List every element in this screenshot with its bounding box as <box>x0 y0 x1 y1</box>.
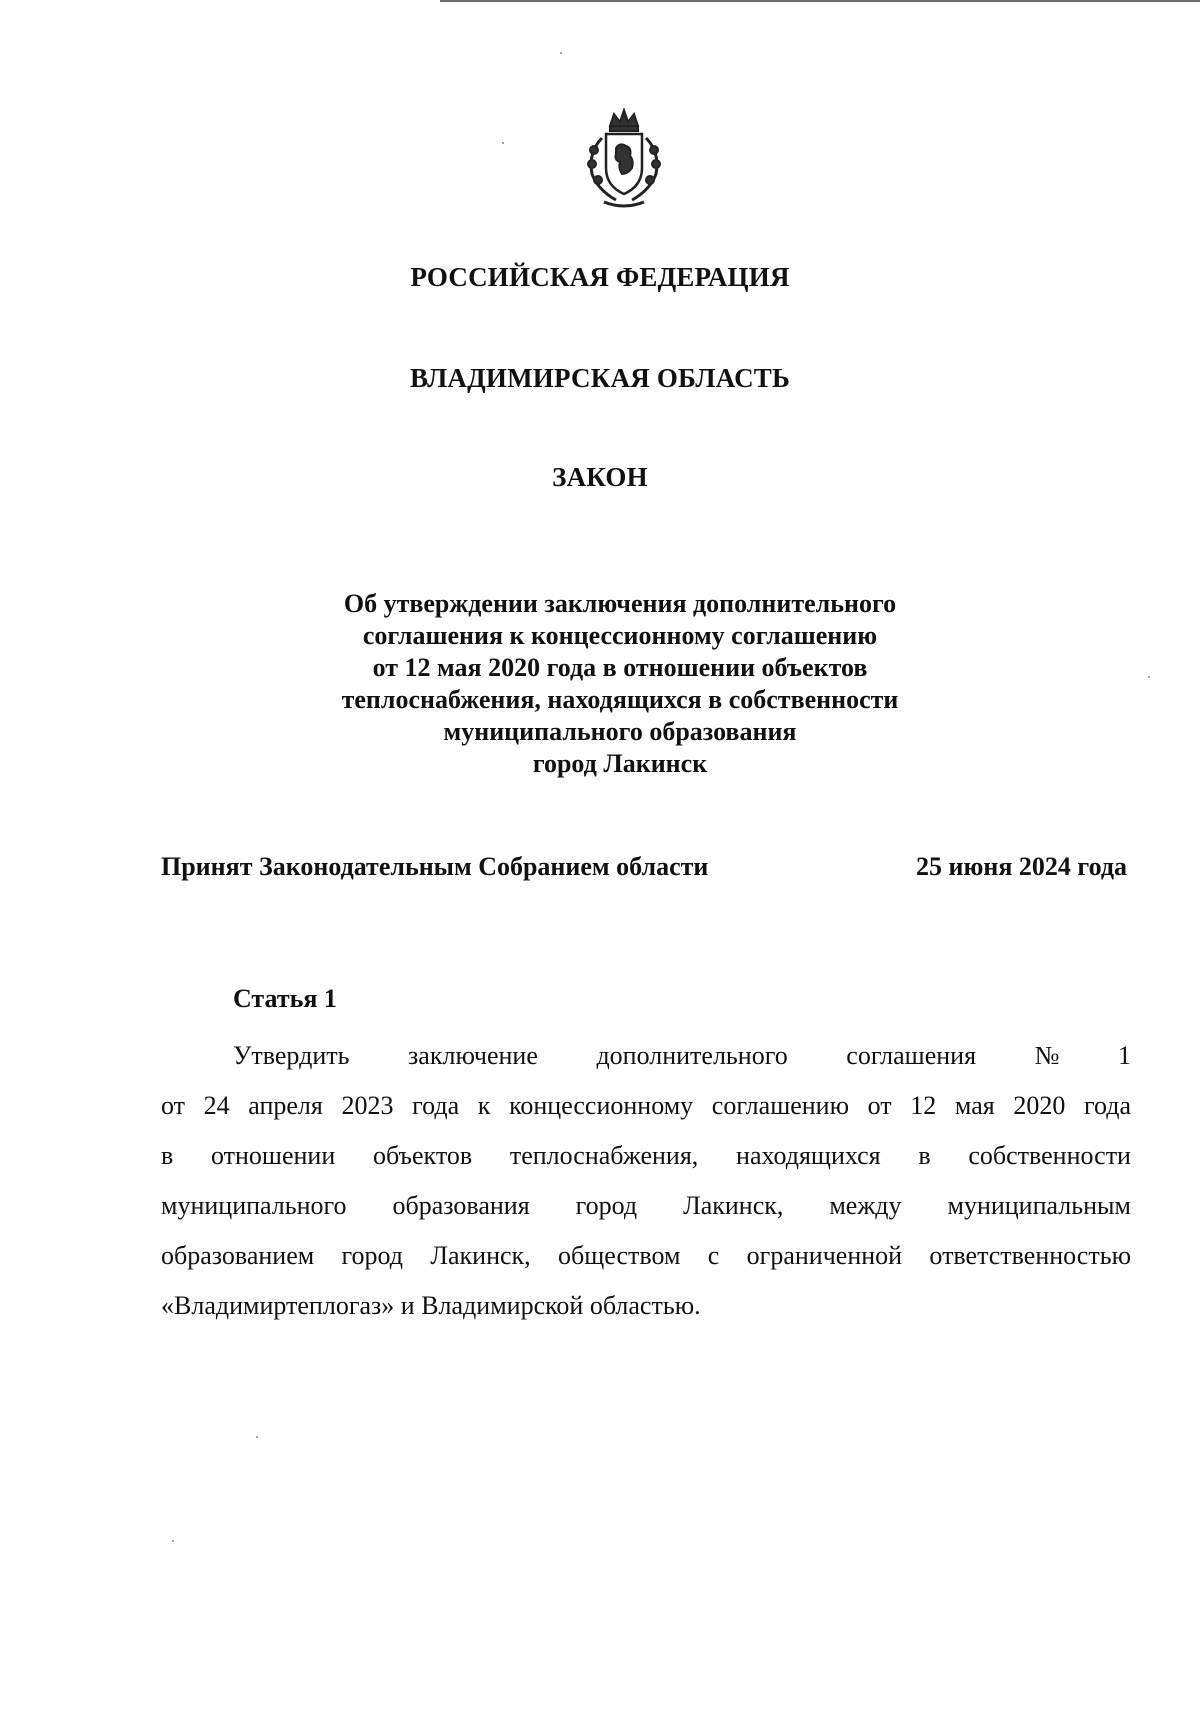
adoption-line <box>161 852 1127 882</box>
scan-speck <box>502 142 504 144</box>
article-body-line <box>161 1181 1131 1231</box>
article-word: 12 <box>910 1091 937 1120</box>
scan-edge-line <box>440 0 1200 2</box>
article-word: Лакинск, <box>683 1191 784 1220</box>
adoption-label: Принят Законодательным Собранием области <box>161 852 709 881</box>
article-word: года <box>412 1091 460 1120</box>
coat-of-arms-emblem <box>576 108 672 212</box>
article-word: дополнительного <box>596 1041 788 1070</box>
article-word: соглашению <box>711 1091 850 1120</box>
article-word: в <box>918 1141 931 1170</box>
article-word: к <box>477 1091 491 1120</box>
article-word: муниципальным <box>947 1191 1131 1220</box>
article-word: «Владимиртеплогаз» и Владимирской областью. <box>161 1291 701 1320</box>
article-word: от <box>867 1091 892 1120</box>
article-word: ответственностью <box>929 1241 1131 1270</box>
document-type-heading: ЗАКОН <box>552 462 648 492</box>
article-word: заключение <box>408 1041 538 1070</box>
article-body <box>161 1031 1131 1331</box>
law-title-line: соглашения к концессионному соглашению <box>362 621 878 650</box>
article-word: года <box>1083 1091 1131 1120</box>
article-word: 2023 <box>341 1091 394 1120</box>
scan-speck <box>1148 676 1150 678</box>
article-word: город <box>341 1241 404 1270</box>
article-word: между <box>829 1191 902 1220</box>
article-word: отношении <box>211 1141 336 1170</box>
article-word: теплоснабжения, <box>509 1141 699 1170</box>
scan-speck <box>172 1540 174 1542</box>
law-title-line: теплоснабжения, находящихся в собственности <box>341 685 899 714</box>
article-word: объектов <box>372 1141 473 1170</box>
adoption-date: 25 июня 2024 года <box>916 852 1127 881</box>
article-word: обществом <box>558 1241 681 1270</box>
scan-speck <box>560 52 562 54</box>
article-body-line <box>161 1081 1131 1131</box>
article-body-line <box>161 1231 1131 1281</box>
law-title-line: муниципального образования <box>443 717 797 746</box>
article-word: муниципального <box>161 1191 347 1220</box>
article-word: 1 <box>1117 1041 1131 1070</box>
article-word: мая <box>954 1091 995 1120</box>
article-word: город <box>575 1191 638 1220</box>
law-title-line: Об утверждении заключения дополнительного <box>343 589 897 618</box>
article-word: в <box>161 1141 174 1170</box>
article-word: образования <box>392 1191 530 1220</box>
article-word: 2020 <box>1013 1091 1066 1120</box>
article-word: собственности <box>968 1141 1131 1170</box>
country-heading: РОССИЙСКАЯ ФЕДЕРАЦИЯ <box>410 262 790 292</box>
article-word: находящихся <box>736 1141 881 1170</box>
article-body-line <box>161 1281 1131 1331</box>
scan-speck <box>256 1436 258 1438</box>
article-word: концессионному <box>509 1091 694 1120</box>
law-title-line: от 12 мая 2020 года в отношении объектов <box>372 653 868 682</box>
article-word: соглашения <box>846 1041 977 1070</box>
article-word: ограниченной <box>746 1241 903 1270</box>
article-body-line <box>161 1131 1131 1181</box>
article-word: № <box>1034 1041 1060 1070</box>
law-title-line: город Лакинск <box>532 749 708 778</box>
law-title <box>250 588 990 780</box>
article-word: 24 <box>203 1091 230 1120</box>
article-word: Утвердить <box>233 1041 350 1070</box>
article-word: от <box>161 1091 186 1120</box>
article-heading: Статья 1 <box>233 984 337 1013</box>
article-word: образованием <box>161 1241 315 1270</box>
article-word: с <box>707 1241 720 1270</box>
article-body-line <box>161 1031 1131 1081</box>
article-word: апреля <box>248 1091 323 1120</box>
region-heading: ВЛАДИМИРСКАЯ ОБЛАСТЬ <box>409 363 791 393</box>
article-word: Лакинск, <box>430 1241 531 1270</box>
